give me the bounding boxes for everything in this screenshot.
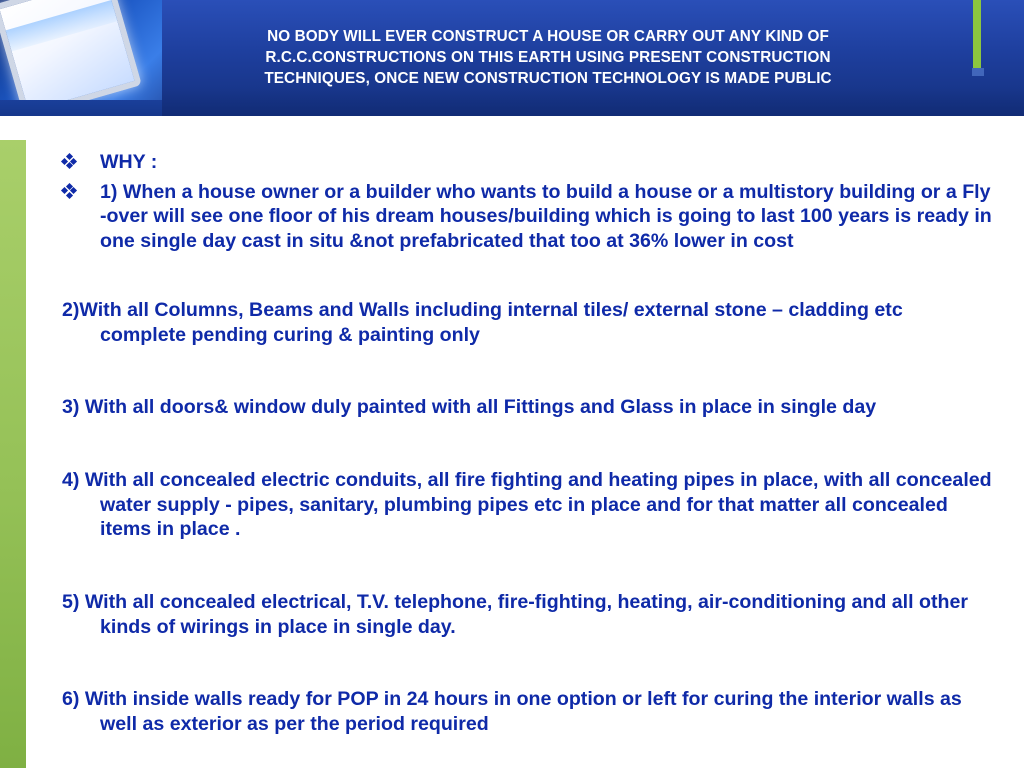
slide-title: NO BODY WILL EVER CONSTRUCT A HOUSE OR CARRY OUT ANY KIND OF R.C.C.CONSTRUCTIONS ON THIS EARTH USING PRESENT CONSTRUCTION TECHNIQUES, ONCE NEW CONSTRUCTION TECHNOLOGY IS MADE PUBLIC — [264, 28, 832, 87]
accent-square — [972, 68, 984, 76]
bullet-text: WHY : — [100, 151, 158, 173]
bullet-item — [62, 150, 992, 175]
slide-body — [62, 150, 992, 737]
list-item: 4) With all concealed electric conduits, all fire fighting and heating pipes in place, with all concealed water supply - pipes, sanitary, plumbing pipes etc in place and for that matter all concealed items in place . — [62, 468, 992, 541]
diamond-bullet-icon — [62, 180, 86, 204]
left-green-strip — [0, 140, 26, 768]
bullet-item — [62, 180, 992, 254]
list-item: 5) With all concealed electrical, T.V. telephone, fire-fighting, heating, air-conditioning and all other kinds of wirings in place in single day. — [62, 591, 968, 638]
list-item: 3) With all doors& window duly painted with all Fittings and Glass in place in single day — [62, 396, 877, 419]
diamond-bullet-icon — [62, 150, 86, 174]
header-band — [160, 88, 1024, 116]
list-item: 2)With all Columns, Beams and Walls including internal tiles/ external stone – cladding etc complete pending curing & painting only — [62, 298, 903, 346]
list-item: 6) With inside walls ready for POP in 24 hours in one option or left for curing the interior walls as well as exterior as per the period required — [62, 688, 962, 736]
header-gap — [0, 116, 162, 140]
bullet-text: 1) When a house owner or a builder who wants to build a house or a multistory building or a Fly -over will see one floor of his dream houses/building which is going to last 100 years is ready in one single day cast in situ &not prefabricated that too at 36% lower in cost — [100, 180, 992, 253]
green-accent-bar — [973, 0, 981, 68]
